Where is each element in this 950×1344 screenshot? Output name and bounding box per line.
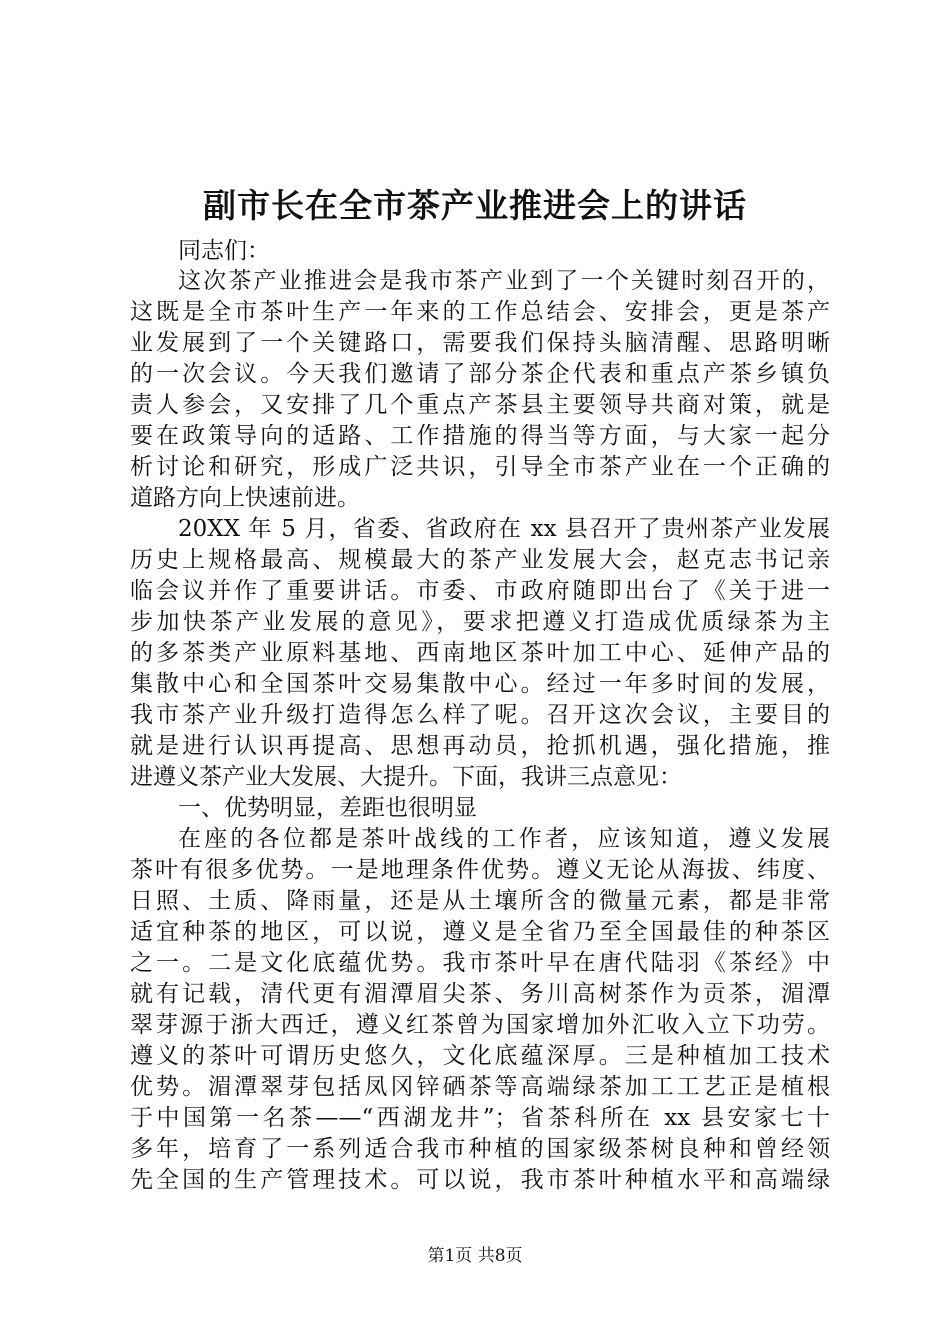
paragraph-line: 茶叶有很多优势。一是地理条件优势。遵义无论从海拔、纬度、 [130, 857, 830, 883]
paragraph-line: 就是进行认识再提高、思想再动员，抢抓机遇，强化措施，推 [130, 733, 830, 759]
paragraph-line: 析讨论和研究，形成广泛共识，引导全市茶产业在一个正确的 [130, 454, 830, 480]
paragraph-line: 临会议并作了重要讲话。市委、市政府随即出台了《关于进一 [130, 578, 830, 604]
document-title: 副市长在全市茶产业推进会上的讲话 [203, 186, 747, 225]
paragraph-line: 我市茶产业升级打造得怎么样了呢。召开这次会议，主要目的 [130, 702, 830, 728]
paragraph-line: 先全国的生产管理技术。可以说，我市茶叶种植水平和高端绿 [130, 1167, 830, 1193]
paragraph-line: 之一。二是文化底蕴优势。我市茶叶早在唐代陆羽《茶经》中 [130, 950, 830, 976]
paragraph-line: 优势。湄潭翠芽包括凤冈锌硒茶等高端绿茶加工工艺正是植根 [130, 1074, 830, 1100]
paragraph-line: 这既是全市茶叶生产一年来的工作总结会、安排会，更是茶产 [130, 299, 830, 325]
paragraph-line: 翠芽源于浙大西迁，遵义红茶曾为国家增加外汇收入立下功劳。 [130, 1012, 830, 1038]
paragraph-line: 要在政策导向的适路、工作措施的得当等方面，与大家一起分 [130, 423, 830, 449]
paragraph-line: 20XX 年 5 月，省委、省政府在 xx 县召开了贵州茶产业发展 [178, 516, 830, 542]
paragraph-line: 历史上规格最高、规模最大的茶产业发展大会，赵克志书记亲 [130, 547, 830, 573]
paragraph-line: 就有记载，清代更有湄潭眉尖茶、务川高树茶作为贡茶，湄潭 [130, 981, 830, 1007]
paragraph-line: 于中国第一名茶——“西湖龙井”；省茶科所在 xx 县安家七十 [130, 1105, 830, 1131]
page-number: 第1页 共8页 [427, 1246, 523, 1266]
paragraph-line: 道路方向上快速前进。 [130, 485, 360, 511]
paragraph-line: 的一次会议。今天我们邀请了部分茶企代表和重点产茶乡镇负 [130, 361, 830, 387]
paragraph-line: 日照、土质、降雨量，还是从土壤所含的微量元素，都是非常 [130, 888, 830, 914]
paragraph-line: 的多茶类产业原料基地、西南地区茶叶加工中心、延伸产品的 [130, 640, 830, 666]
paragraph-line: 这次茶产业推进会是我市茶产业到了一个关键时刻召开的， [178, 268, 830, 294]
paragraph-line: 步加快茶产业发展的意见》，要求把遵义打造成优质绿茶为主 [130, 609, 830, 635]
paragraph-line: 责人参会，又安排了几个重点产茶县主要领导共商对策，就是 [130, 392, 830, 418]
paragraph-line: 进遵义茶产业大发展、大提升。下面，我讲三点意见： [130, 764, 682, 790]
paragraph-line: 集散中心和全国茶叶交易集散中心。经过一年多时间的发展， [130, 671, 830, 697]
paragraph-line: 适宜种茶的地区，可以说，遵义是全省乃至全国最佳的种茶区 [130, 919, 830, 945]
paragraph-line: 多年，培育了一系列适合我市种植的国家级茶树良种和曾经领 [130, 1136, 830, 1162]
paragraph-line: 在座的各位都是茶叶战线的工作者，应该知道，遵义发展 [178, 826, 830, 852]
salutation-line: 同志们： [178, 238, 270, 264]
section-heading: 一、优势明显，差距也很明显 [178, 795, 477, 821]
paragraph-line: 遵义的茶叶可谓历史悠久，文化底蕴深厚。三是种植加工技术 [130, 1043, 830, 1069]
paragraph-line: 业发展到了一个关键路口，需要我们保持头脑清醒、思路明晰 [130, 330, 830, 356]
